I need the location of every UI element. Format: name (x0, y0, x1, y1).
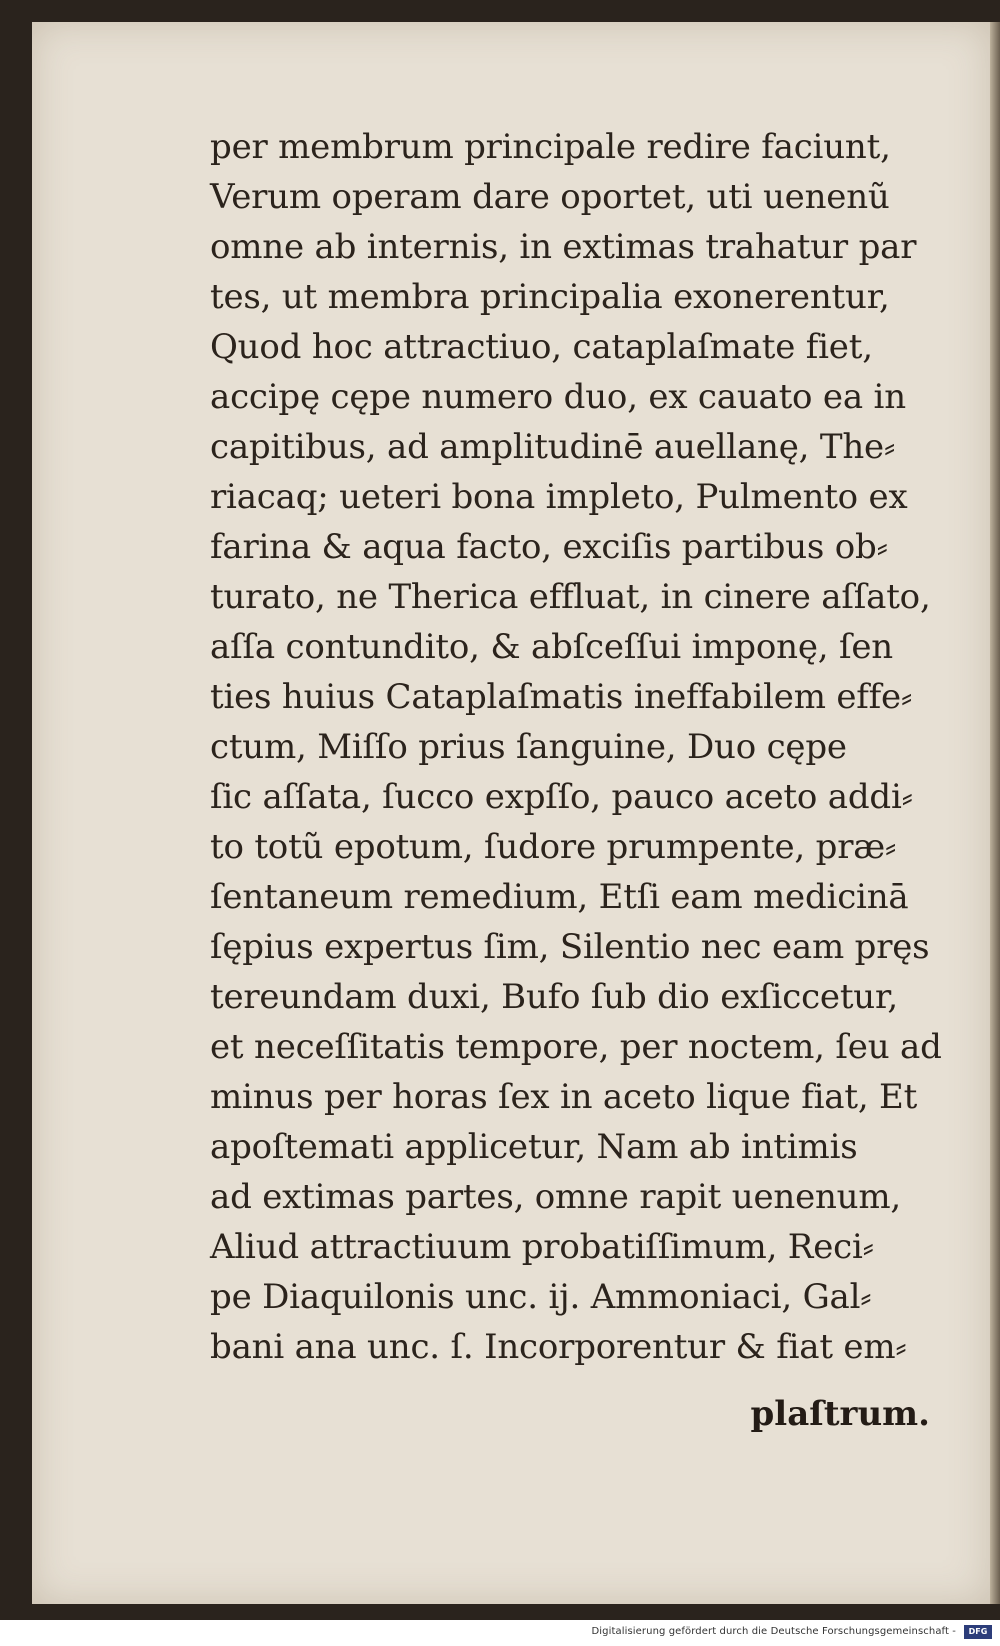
text-line: Quod hoc attractiuo, cataplaſmate fiet, (210, 327, 873, 367)
text-line: omne ab internis, in extimas trahatur par (210, 227, 917, 267)
text-line: tereundam duxi, Bufo ſub dio exſiccetur, (210, 977, 898, 1017)
text-line: bani ana unc. ſ. Incorporentur & fiat em⸗ (210, 1327, 907, 1367)
text-line: ctum, Miſſo prius ſanguine, Duo cępe (210, 727, 847, 767)
text-line: ſępius expertus ſim, Silentio nec eam pręs (210, 927, 930, 967)
text-line: Verum operam dare oportet, uti uenenũ (210, 177, 890, 217)
text-line: pe Diaquilonis unc. ij. Ammoniaci, Gal⸗ (210, 1277, 872, 1317)
text-line: aſſa contundito, & abſceſſui imponę, ſen (210, 627, 893, 667)
body-text (210, 122, 955, 1372)
catchword: plaſtrum. (750, 1394, 930, 1434)
text-line: to totũ epotum, ſudore prumpente, præ⸗ (210, 827, 897, 867)
text-line: accipę cępe numero duo, ex cauato ea in (210, 377, 906, 417)
footer-bar (0, 1620, 1000, 1646)
text-line: ad extimas partes, omne rapit uenenum, (210, 1177, 902, 1217)
text-line: et neceſſitatis tempore, per noctem, ſeu ad (210, 1027, 942, 1067)
text-line: apoſtemati applicetur, Nam ab intimis (210, 1127, 858, 1167)
text-line: ſentaneum remedium, Etſi eam medicinā (210, 877, 909, 917)
text-line: per membrum principale redire faciunt, (210, 127, 891, 167)
text-line: capitibus, ad amplitudinē auellanę, The⸗ (210, 427, 896, 467)
text-line: tes, ut membra principalia exonerentur, (210, 277, 890, 317)
text-line: farina & aqua facto, exciſis partibus ob⸗ (210, 527, 888, 567)
page-edge (990, 22, 1000, 1604)
book-page (32, 22, 996, 1604)
text-line: ſic aſſata, ſucco expſſo, pauco aceto addi⸗ (210, 777, 913, 817)
text-line: minus per horas ſex in aceto lique fiat, Et (210, 1077, 918, 1117)
text-line: Aliud attractiuum probatiſſimum, Reci⸗ (210, 1227, 874, 1267)
funding-credit: Digitalisierung gefördert durch die Deutsche Forschungsgemeinschaft - (591, 1626, 956, 1637)
text-line: ties huius Cataplaſmatis ineffabilem effe⸗ (210, 677, 913, 717)
text-line: riacaq; ueteri bona impleto, Pulmento ex (210, 477, 908, 517)
dfg-logo: DFG (964, 1625, 992, 1639)
text-line: turato, ne Therica effluat, in cinere aſſato, (210, 577, 931, 617)
